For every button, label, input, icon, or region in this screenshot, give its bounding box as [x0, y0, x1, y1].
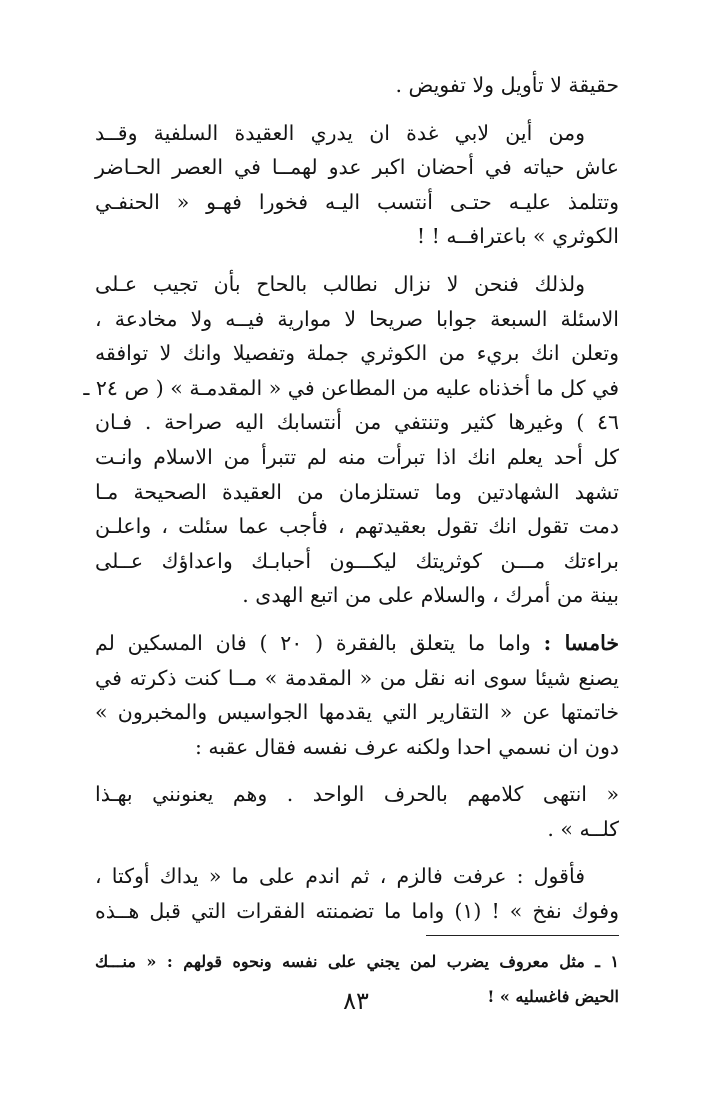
text-line: يصنع شيئا سوى انه نقل من « المقدمة » مــا كنت ذكرته في: [95, 665, 619, 690]
text-line: [95, 626, 619, 661]
text-line: ولذلك فنحن لا نزال نطالب بالحاح بأن تجيب عـلى: [95, 271, 585, 296]
text-line: دمت تقول انك تقول بعقيدتهم ، فأجب عما سئلت ، واعلـن: [95, 514, 619, 539]
text-line: دون ان نسمي احدا ولكنه عرف نفسه فقال عقبه :: [194, 734, 619, 759]
text-line: الاسئلة السبعة جوابا صريحا لا موارية فيــه ولا مخادعة ،: [95, 306, 619, 331]
text-line: « انتهى كلامهم بالحرف الواحد . وهم يعنونني بهـذا: [95, 782, 619, 807]
text-line: وفوك نفخ » ! (١) واما ما تضمنته الفقرات التي قبل هــذه: [95, 899, 619, 924]
text-line: بينة من أمرك ، والسلام على من اتبع الهدى .: [242, 583, 619, 608]
quote-paragraph: [95, 777, 619, 846]
text-line: عاش حياته في أحضان اكبر عدو لهمــا في العصر الحـاضر: [95, 155, 619, 180]
footnote-separator: [426, 935, 619, 936]
footnote-line: ١ ـ مثل معروف يضرب لمن يجني على نفسه ونحوه قولهم : « منـــك: [95, 951, 619, 971]
text-line: وتتلمذ عليـه حتـى أنتسب اليـه فخورا فهـو « الحنفـي: [95, 189, 619, 214]
paragraph-3: [83, 267, 619, 613]
text-line: كلــه » .: [547, 816, 619, 841]
paragraph-6: [95, 859, 619, 928]
text-line: حقيقة لا تأويل ولا تفويض .: [395, 73, 619, 97]
footnote-line: الحيض فاغسليه » !: [487, 986, 619, 1006]
paragraph-4: [95, 626, 619, 764]
text-line: فأقول : عرفت فالزم ، ثم اندم على ما « يداك أوكتا ،: [95, 864, 585, 889]
paragraph-2: [95, 116, 619, 254]
text-line: الكوثري » باعترافــه ! !: [416, 224, 619, 249]
section-heading: خامسا :: [543, 630, 619, 655]
paragraph-1: [95, 68, 619, 103]
text-line: كل أحد يعلم انك اذا تبرأت منه لم تتبرأ من الاسلام وانـت: [95, 444, 619, 469]
text-line: ومن أين لابي غدة ان يدري العقيدة السلفية وقــد: [95, 120, 585, 145]
text-run: واما ما يتعلق بالفقرة ( ٢٠ ) فان المسكين لم: [95, 630, 544, 655]
page-number: ٨٣: [343, 987, 369, 1015]
text-line: ٤٦ ) وغيرها كثير وتنتفي من أنتسابك اليه صراحة . فـان: [95, 410, 619, 435]
text-line: براءتك مـــن كوثريتك ليكـــون أحبابـك واعداؤك عــلى: [95, 548, 619, 573]
text-line: في كل ما أخذناه عليه من المطاعن في « المقدمـة » ( ص ٢٤ ـ: [83, 375, 619, 400]
text-line: وتعلن انك بريء من الكوثري جملة وتفصيلا وانك لا توافقه: [95, 341, 619, 366]
text-line: خاتمتها عن « التقارير التي يقدمها الجواسيس والمخبرون »: [95, 700, 619, 725]
text-line: تشهد الشهادتين وما تستلزمان من العقيدة الصحيحة مـا: [95, 479, 619, 504]
